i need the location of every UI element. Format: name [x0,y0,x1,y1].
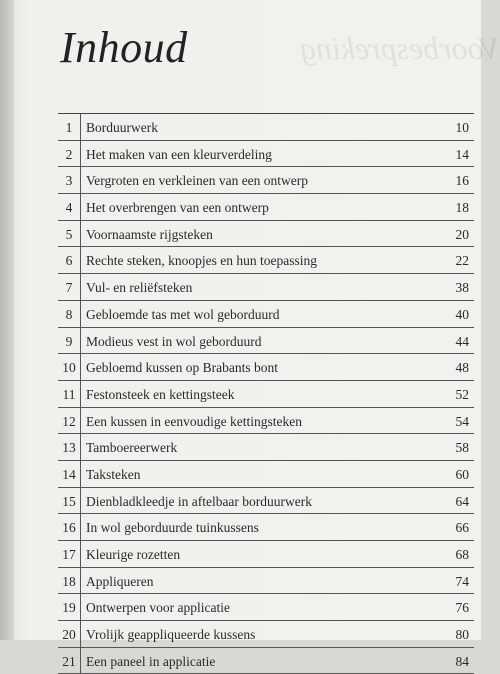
toc-row [58,568,474,595]
toc-divider [80,594,81,621]
toc-chapter-number: 20 [62,627,76,643]
toc-chapter-number: 15 [62,493,76,509]
show-through-text: Voorbespreking [300,30,500,66]
toc-page-number: 38 [455,280,469,296]
toc-divider [80,381,81,408]
toc-chapter-title: Festonsteek en kettingsteek [86,386,235,402]
toc-divider [80,514,81,541]
toc-chapter-number: 4 [65,200,73,216]
toc-chapter-number: 10 [62,360,76,376]
toc-chapter-number: 19 [62,600,76,616]
toc-page-number: 40 [455,306,469,322]
toc-chapter-number: 8 [65,306,73,322]
page-title: Inhoud [60,23,188,72]
toc-chapter-number: 9 [65,333,73,349]
toc-row [58,221,474,248]
toc-page-number: 80 [455,627,469,643]
toc-page-number: 18 [455,200,469,216]
toc-row [58,594,474,621]
toc-chapter-title: Vrolijk geappliqueerde kussens [86,627,256,643]
toc-chapter-number: 18 [62,573,76,589]
toc-divider [80,328,81,355]
toc-page-number: 58 [455,440,469,456]
toc-chapter-title: Kleurige rozetten [86,547,181,562]
toc-divider [80,274,81,301]
toc-page-number: 66 [455,520,469,536]
toc-divider [80,221,81,248]
toc-divider [80,247,81,274]
table-of-contents [58,113,474,674]
toc-row [58,328,474,355]
toc-divider [80,141,81,168]
toc-chapter-number: 21 [62,653,76,669]
toc-row [58,648,474,674]
toc-row [58,514,474,541]
toc-chapter-number: 2 [65,146,73,162]
toc-chapter-number: 7 [65,280,73,296]
toc-row [58,274,474,301]
toc-divider [80,301,81,328]
toc-chapter-title: Voornaamste rijgsteken [86,226,213,242]
toc-chapter-title: Ontwerpen voor applicatie [86,600,230,616]
toc-divider [80,488,81,515]
toc-page-number: 60 [455,466,469,482]
toc-chapter-title: Gebloemd kussen op Brabants bont [86,360,278,376]
toc-chapter-number: 6 [65,253,73,269]
toc-page-number: 54 [455,413,469,429]
toc-page-number: 76 [455,600,469,616]
toc-chapter-number: 13 [62,440,76,456]
toc-row [58,381,474,408]
toc-row [58,488,474,515]
toc-row [58,247,474,274]
toc-row [58,194,474,221]
toc-chapter-title: Dienbladkleedje in aftelbaar borduurwerk [86,493,313,509]
toc-chapter-title: Appliqueren [86,573,154,589]
toc-chapter-title: Borduurwerk [86,120,158,135]
toc-chapter-number: 3 [65,173,73,189]
toc-row [58,354,474,381]
toc-chapter-title: Het maken van een kleurverdeling [86,146,272,162]
toc-page-number: 48 [455,360,469,376]
toc-chapter-title: Een kussen in eenvoudige kettingsteken [86,413,302,429]
toc-row [58,141,474,168]
toc-page-number: 68 [455,547,469,562]
toc-page-number: 44 [455,333,469,349]
toc-chapter-title: Modieus vest in wol geborduurd [86,333,262,349]
toc-page-number: 22 [455,253,469,269]
toc-chapter-title: Tamboereerwerk [86,440,178,456]
toc-page-number: 16 [455,173,469,189]
toc-divider [80,194,81,221]
toc-page-number: 14 [455,146,469,162]
toc-row [58,541,474,568]
toc-divider [80,167,81,194]
toc-divider [80,621,81,648]
toc-page-number: 52 [455,386,469,402]
toc-divider [80,568,81,595]
toc-divider [80,354,81,381]
toc-page-number: 10 [455,120,469,135]
toc-divider [80,648,81,674]
toc-chapter-number: 11 [62,386,76,402]
toc-row [58,408,474,435]
toc-chapter-number: 14 [62,466,76,482]
toc-page-number: 84 [455,653,469,669]
toc-chapter-title: Het overbrengen van een ontwerp [86,200,269,216]
toc-chapter-number: 16 [62,520,76,536]
toc-chapter-number: 12 [62,413,76,429]
toc-row [58,167,474,194]
page-gutter [0,0,14,640]
toc-divider [80,408,81,435]
toc-chapter-number: 1 [65,120,73,135]
toc-chapter-title: Taksteken [86,466,141,482]
toc-row [58,301,474,328]
toc-divider [80,541,81,568]
toc-row [58,621,474,648]
toc-chapter-title: Vergroten en verkleinen van een ontwerp [86,173,309,189]
toc-chapter-title: In wol geborduurde tuinkussens [86,520,259,536]
toc-chapter-title: Vul- en reliëfsteken [86,280,193,296]
toc-chapter-title: Rechte steken, knoopjes en hun toepassing [86,253,317,269]
toc-page-number: 74 [455,573,469,589]
toc-page-number: 64 [455,493,469,509]
toc-divider [80,461,81,488]
toc-row [58,114,474,141]
toc-divider [80,114,81,141]
toc-chapter-title: Gebloemde tas met wol geborduurd [86,306,280,322]
toc-row [58,434,474,461]
toc-chapter-number: 17 [62,547,76,562]
toc-divider [80,434,81,461]
toc-row [58,461,474,488]
toc-chapter-title: Een paneel in applicatie [86,653,216,669]
toc-page-number: 20 [455,226,469,242]
toc-chapter-number: 5 [65,226,73,242]
